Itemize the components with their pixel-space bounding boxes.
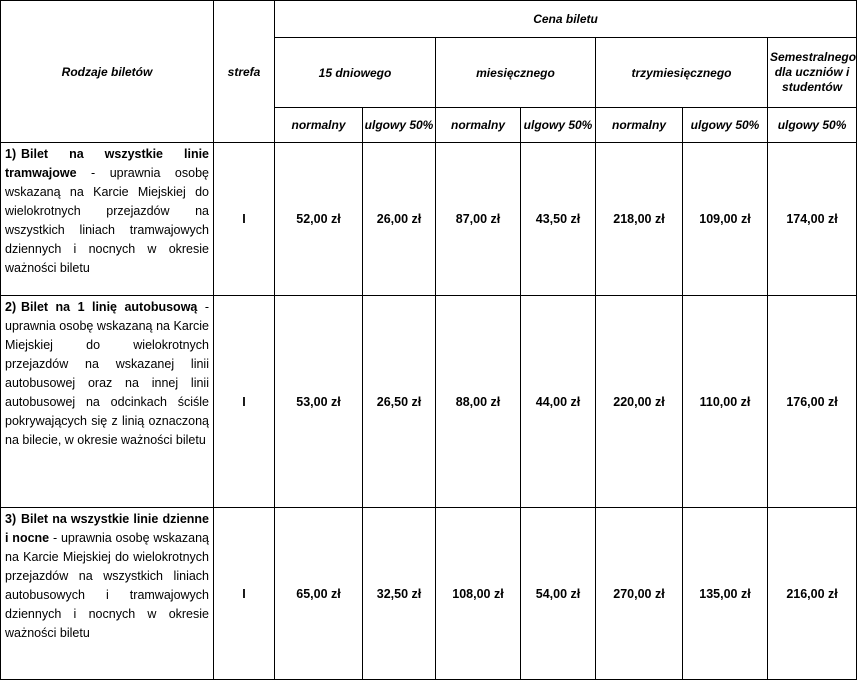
header-period-15: 15 dniowego (275, 38, 436, 108)
ticket-description (1, 508, 214, 680)
price-15-reduced: 32,50 zł (363, 508, 436, 680)
ticket-description-text: - uprawnia osobę wskazaną na Karcie Miejskiej do wielokrotnych przejazdów na wskazanej linii autobusowej oraz na innej linii autobusowej na odcinkach ściśle pokrywających się z linią oznaczoną na bilecie, w okresie ważności biletu (5, 300, 209, 447)
price-15-reduced: 26,50 zł (363, 296, 436, 508)
price-3month-reduced: 135,00 zł (683, 508, 768, 680)
header-reduced: ulgowy 50% (768, 108, 857, 143)
price-semester: 174,00 zł (768, 143, 857, 296)
header-zone: strefa (214, 1, 275, 143)
price-semester: 216,00 zł (768, 508, 857, 680)
header-reduced: ulgowy 50% (521, 108, 596, 143)
header-reduced: ulgowy 50% (363, 108, 436, 143)
ticket-description (1, 296, 214, 508)
table-row (1, 508, 857, 680)
price-3month-reduced: 110,00 zł (683, 296, 768, 508)
ticket-description (1, 143, 214, 296)
header-normal: normalny (596, 108, 683, 143)
price-month-normal: 88,00 zł (436, 296, 521, 508)
price-3month-normal: 270,00 zł (596, 508, 683, 680)
ticket-title: Bilet na wszystkie linie tramwajowe (5, 147, 209, 180)
price-3month-reduced: 109,00 zł (683, 143, 768, 296)
price-month-reduced: 54,00 zł (521, 508, 596, 680)
ticket-title: Bilet na 1 linię autobusową (21, 300, 198, 314)
header-price: Cena biletu (275, 1, 857, 38)
price-semester: 176,00 zł (768, 296, 857, 508)
header-period-month: miesięcznego (436, 38, 596, 108)
table-row (1, 143, 857, 296)
header-period-semester (768, 38, 857, 108)
zone-value: I (214, 143, 275, 296)
header-normal: normalny (275, 108, 363, 143)
price-month-normal: 108,00 zł (436, 508, 521, 680)
header-period-3month: trzymiesięcznego (596, 38, 768, 108)
zone-value: I (214, 296, 275, 508)
price-3month-normal: 220,00 zł (596, 296, 683, 508)
price-month-reduced: 43,50 zł (521, 143, 596, 296)
ticket-number: 1) (5, 147, 17, 161)
price-15-normal: 52,00 zł (275, 143, 363, 296)
zone-value: I (214, 508, 275, 680)
header-normal: normalny (436, 108, 521, 143)
ticket-title: Bilet na wszystkie linie dzienne i nocne (5, 512, 209, 545)
ticket-number: 2) (5, 300, 17, 314)
ticket-description-text: - uprawnia osobę wskazaną na Karcie Miejskiej do wielokrotnych przejazdów na wszystkich liniach tramwajowych dziennych i nocnych w okresie ważności biletu (5, 166, 209, 275)
price-15-normal: 65,00 zł (275, 508, 363, 680)
ticket-number: 3) (5, 512, 17, 526)
header-reduced: ulgowy 50% (683, 108, 768, 143)
ticket-description-text: - uprawnia osobę wskazaną na Karcie Miejskiej do wielokrotnych przejazdów na wszystkich liniach autobusowych i tramwajowych dziennych i nocnych w okresie ważności biletu (5, 531, 209, 640)
price-month-normal: 87,00 zł (436, 143, 521, 296)
header-ticket-types: Rodzaje biletów (1, 1, 214, 143)
price-15-reduced: 26,00 zł (363, 143, 436, 296)
header-period-semester-text: Semestralnego dla uczniów i studentów (770, 50, 857, 94)
price-month-reduced: 44,00 zł (521, 296, 596, 508)
price-15-normal: 53,00 zł (275, 296, 363, 508)
table-row (1, 296, 857, 508)
price-3month-normal: 218,00 zł (596, 143, 683, 296)
